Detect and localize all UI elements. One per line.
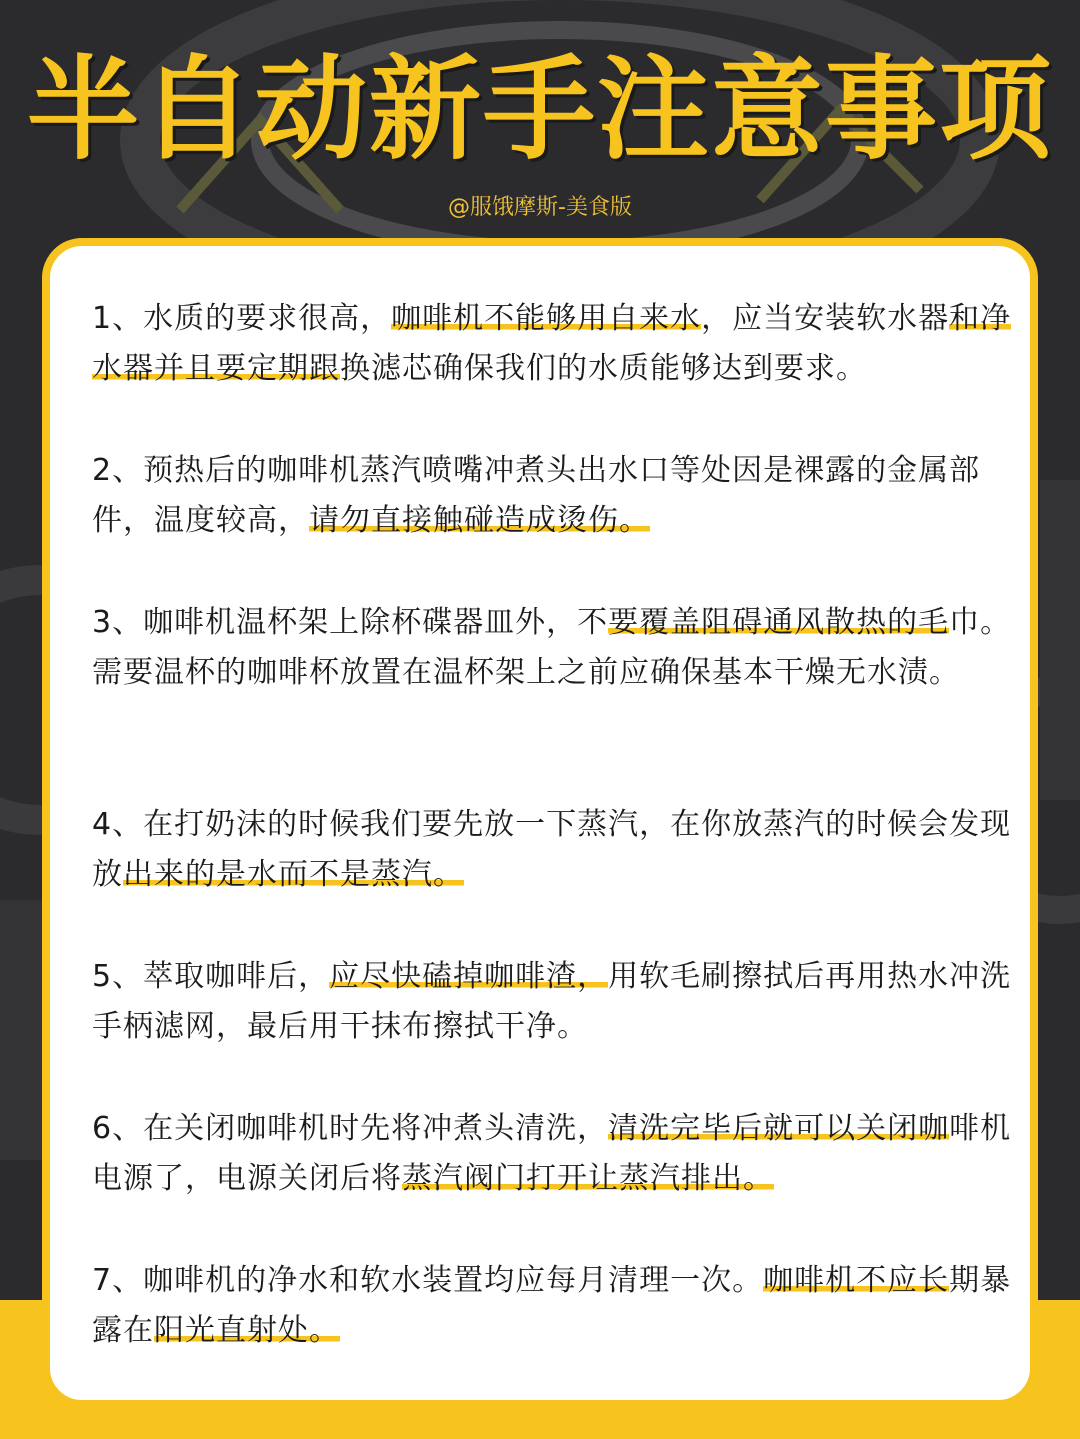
highlight: 蒸汽阀门打开让蒸汽排出。 bbox=[402, 1161, 774, 1196]
highlight: 和净水器并且要定期跟 bbox=[92, 301, 1012, 386]
tip-item-4: 4、在打奶沫的时候我们要先放一下蒸汽，在你放蒸汽的时候会发现放出来的是水而不是蒸汽。 bbox=[92, 807, 1012, 892]
highlight: 应尽快磕掉咖啡渣， bbox=[329, 959, 609, 994]
tip-item-7: 7、咖啡机的净水和软水装置均应每月清理一次。咖啡机不应长期暴露在阳光直射处。 bbox=[92, 1263, 1012, 1348]
highlight: 要覆盖阻碍通风散热的毛 bbox=[608, 605, 950, 640]
highlight: 清洗完毕后就可以关闭咖 bbox=[608, 1111, 950, 1146]
highlight: 请勿直接触碰造成烫伤。 bbox=[309, 503, 650, 538]
page-title: 半自动新手注意事项 bbox=[27, 45, 1053, 175]
author-handle: @服饿摩斯-美食版 bbox=[448, 195, 632, 220]
highlight: 咖啡机不能够用自来水 bbox=[391, 301, 702, 336]
tip-item-1: 1、水质的要求很高，咖啡机不能够用自来水，应当安装软水器和净水器并且要定期跟换滤芯确保我们的水质能够达到要求。 bbox=[92, 301, 1012, 386]
highlight: 出来的是水而不是蒸汽。 bbox=[123, 857, 464, 892]
tip-item-6: 6、在关闭咖啡机时先将冲煮头清洗，清洗完毕后就可以关闭咖啡机电源了，电源关闭后将蒸汽阀门打开让蒸汽排出。 bbox=[92, 1111, 1012, 1196]
tip-item-2: 2、预热后的咖啡机蒸汽喷嘴冲煮头出水口等处因是裸露的金属部件，温度较高，请勿直接触碰造成烫伤。 bbox=[92, 453, 981, 538]
highlight: 咖啡机不应长 bbox=[763, 1263, 950, 1298]
highlight: 阳光直射处。 bbox=[154, 1313, 340, 1348]
tip-item-5: 5、萃取咖啡后，应尽快磕掉咖啡渣，用软毛刷擦拭后再用热水冲洗手柄滤网，最后用干抹布擦拭干净。 bbox=[92, 959, 1012, 1044]
tip-item-3: 3、咖啡机温杯架上除杯碟器皿外，不要覆盖阻碍通风散热的毛巾。需要温杯的咖啡杯放置在温杯架上之前应确保基本干燥无水渍。 bbox=[92, 605, 1012, 690]
